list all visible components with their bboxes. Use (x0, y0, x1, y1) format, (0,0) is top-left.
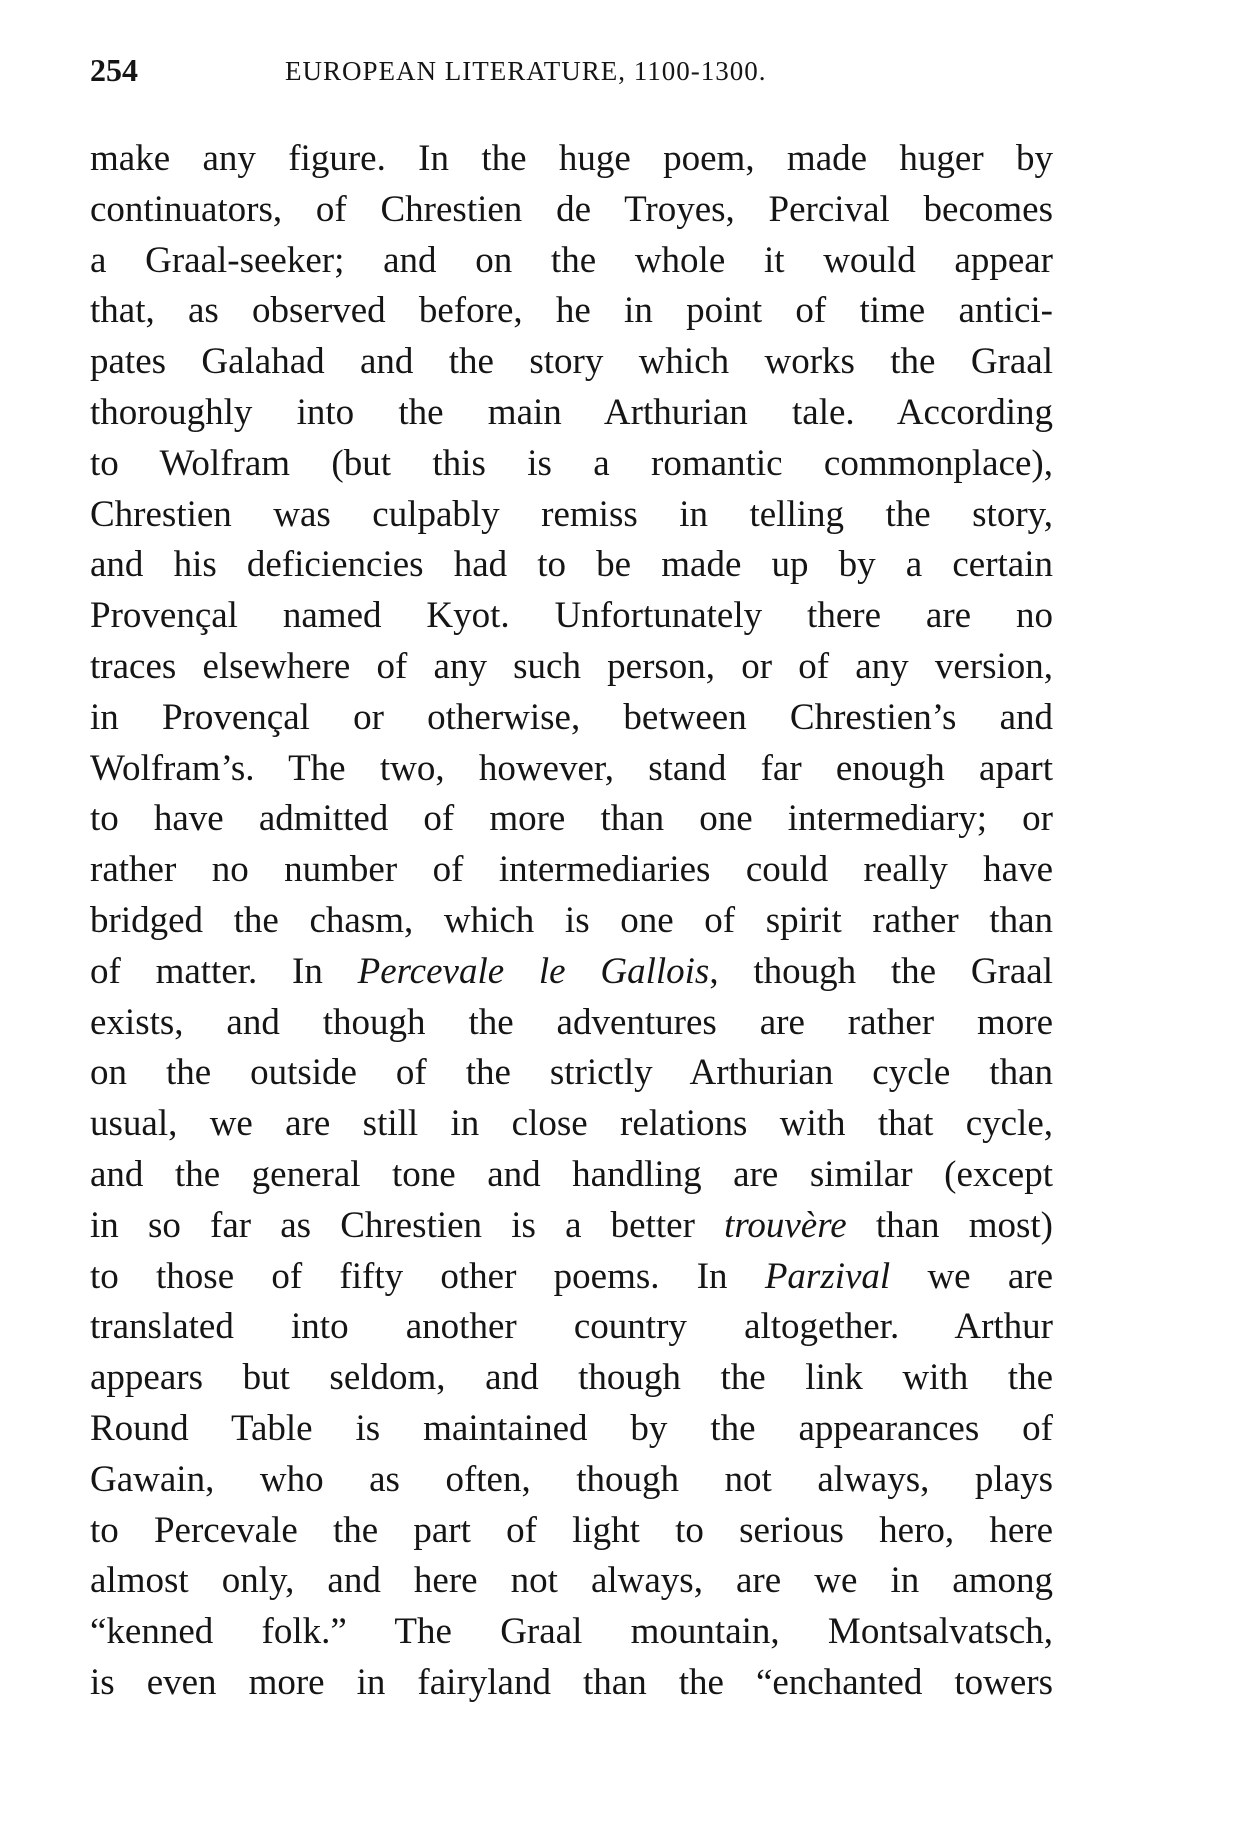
text-segment: Provençal named Kyot. Unfortunately there are no (90, 595, 1053, 637)
text-line (90, 1658, 1053, 1709)
text-line (90, 591, 1053, 642)
text-line (90, 1506, 1053, 1557)
text-line (90, 337, 1053, 388)
text-line (90, 1201, 1053, 1252)
text-line (90, 947, 1053, 998)
italic-title: Percevale le Gallois (357, 950, 710, 992)
text-segment: to Wolfram (but this is a romantic commonplace), (90, 442, 1053, 484)
text-segment: make any figure. In the huge poem, made huger by (90, 138, 1053, 179)
text-line (90, 286, 1053, 337)
italic-title: Parzival (764, 1255, 891, 1297)
body-text (90, 134, 1053, 1709)
text-segment: we are (890, 1255, 1053, 1297)
text-segment: to Percevale the part of light to serious hero, here (90, 1509, 1053, 1551)
text-segment: and his deficiencies had to be made up by a certain (90, 544, 1053, 586)
text-segment: than most) (846, 1204, 1053, 1246)
text-line (90, 693, 1053, 744)
text-line (90, 439, 1053, 490)
text-segment: Wolfram’s. The two, however, stand far enough apart (90, 747, 1053, 789)
text-line (90, 1302, 1053, 1353)
text-line (90, 896, 1053, 947)
text-segment: Gawain, who as often, though not always, plays (90, 1458, 1053, 1500)
page-number: 254 (90, 52, 138, 88)
running-title: EUROPEAN LITERATURE, 1100-1300. (285, 56, 767, 86)
text-line (90, 642, 1053, 693)
text-segment: usual, we are still in close relations with that cycle, (90, 1103, 1053, 1145)
text-segment: thoroughly into the main Arthurian tale. According (90, 391, 1053, 433)
text-line (90, 794, 1053, 845)
text-segment: to have admitted of more than one intermediary; or (90, 798, 1053, 840)
text-segment: in Provençal or otherwise, between Chrestien’s and (90, 696, 1053, 738)
text-segment: pates Galahad and the story which works the Graal (90, 341, 1053, 383)
text-segment: in so far as Chrestien is a better (90, 1204, 725, 1246)
text-segment: appears but seldom, and though the link with the (90, 1357, 1053, 1399)
text-segment: of matter. In (90, 950, 358, 992)
text-segment: Chrestien was culpably remiss in telling the story, (90, 493, 1053, 535)
text-line (90, 845, 1053, 896)
text-segment: “kenned folk.” The Graal mountain, Montsalvatsch, (90, 1611, 1053, 1653)
text-line (90, 540, 1053, 591)
text-segment: rather no number of intermediaries could really have (90, 849, 1053, 891)
text-segment: and the general tone and handling are similar (except (90, 1153, 1053, 1195)
text-line (90, 185, 1053, 236)
text-line (90, 744, 1053, 795)
text-line (90, 1048, 1053, 1099)
text-line (90, 1556, 1053, 1607)
text-line (90, 1353, 1053, 1404)
text-segment: almost only, and here not always, are we in among (90, 1560, 1053, 1602)
text-segment: , though the Graal (709, 950, 1053, 992)
text-line (90, 998, 1053, 1049)
text-segment: exists, and though the adventures are rather more (90, 1001, 1053, 1043)
italic-title: trouvère (724, 1204, 847, 1246)
text-segment: traces elsewhere of any such person, or of any version, (90, 645, 1053, 687)
text-line (90, 1099, 1053, 1150)
text-segment: on the outside of the strictly Arthurian cycle than (90, 1052, 1053, 1094)
text-segment: to those of fifty other poems. In (90, 1255, 765, 1297)
text-line (90, 1404, 1053, 1455)
text-line (90, 236, 1053, 287)
text-segment: Round Table is maintained by the appearances of (90, 1407, 1053, 1449)
text-line (90, 388, 1053, 439)
text-line (90, 1150, 1053, 1201)
text-segment: is even more in fairyland than the “enchanted towers (90, 1661, 1053, 1703)
text-segment: a Graal-seeker; and on the whole it would appear (90, 239, 1053, 281)
text-segment: that, as observed before, he in point of time antici- (90, 290, 1053, 332)
text-line (90, 1252, 1053, 1303)
text-line (90, 490, 1053, 541)
text-line (90, 134, 1053, 185)
text-segment: translated into another country altogether. Arthur (90, 1306, 1053, 1348)
text-line (90, 1455, 1053, 1506)
text-segment: bridged the chasm, which is one of spirit rather than (90, 899, 1053, 941)
text-line (90, 1607, 1053, 1658)
text-segment: continuators, of Chrestien de Troyes, Percival becomes (90, 188, 1053, 230)
